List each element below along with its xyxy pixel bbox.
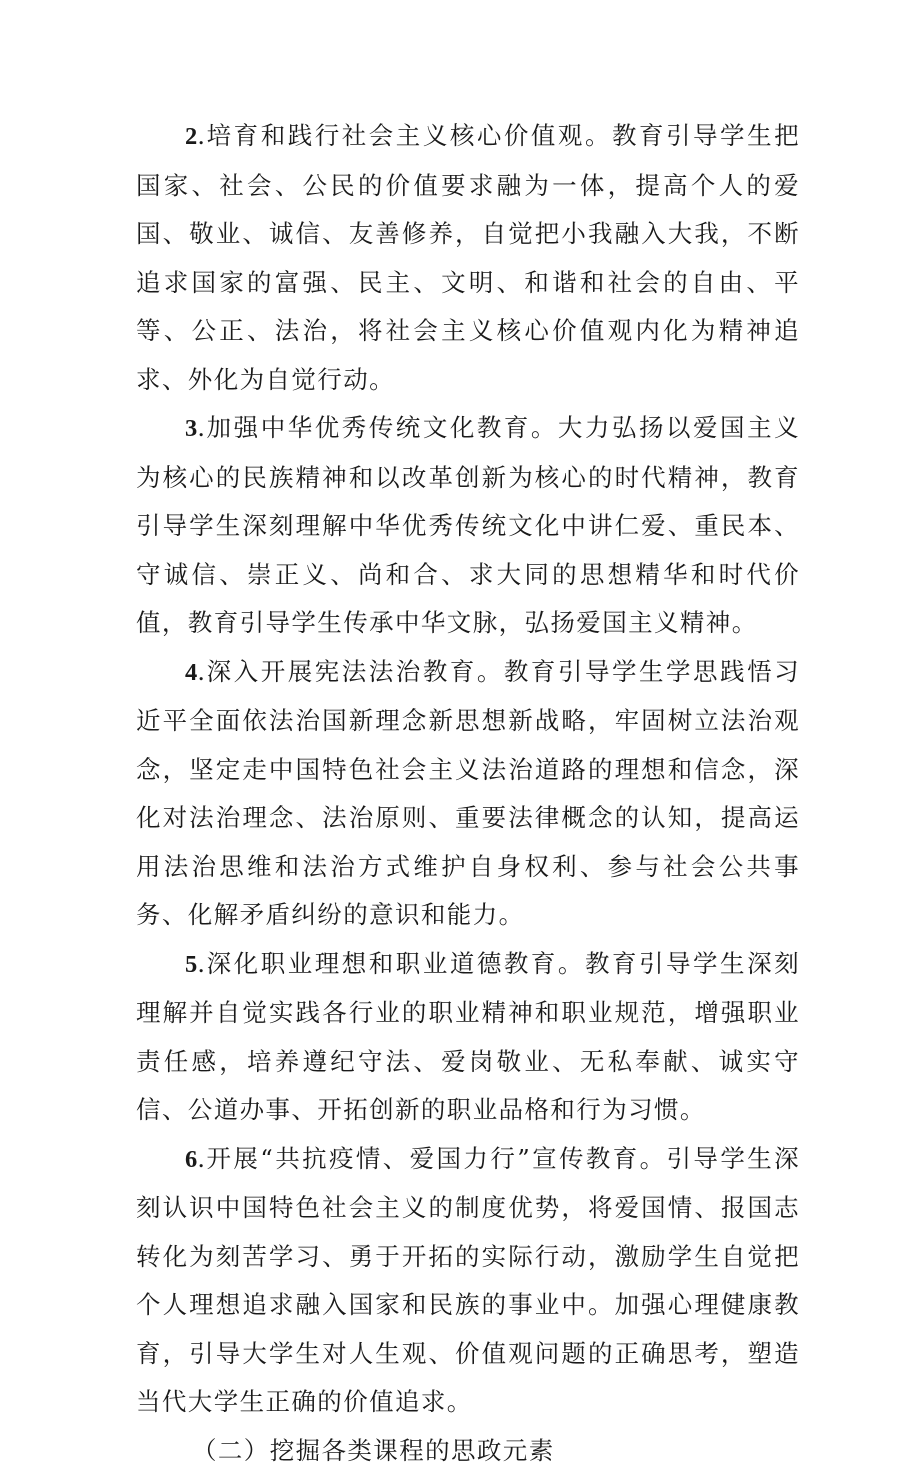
item-separator: . bbox=[197, 1144, 205, 1173]
paragraph-text: 培育和践行社会主义核心价值观。教育引导学生把国家、社会、公民的价值要求融为一体，提高个人的爱国、敬业、诚信、友善修养，自觉把小我融入大我，不断追求国家的富强、民主、文明、和谐和社会的自由、平等、公正、法治，将社会主义核心价值观内化为精神追求、外化为自觉行动。 bbox=[136, 121, 800, 394]
item-number: 3 bbox=[185, 415, 197, 442]
item-number: 6 bbox=[185, 1146, 197, 1173]
item-separator: . bbox=[197, 657, 205, 686]
paragraph-item-6 bbox=[136, 1135, 800, 1427]
paragraph-item-4 bbox=[136, 648, 800, 940]
item-number: 4 bbox=[185, 659, 197, 686]
paragraph-text: 深化职业理想和职业道德教育。教育引导学生深刻理解并自觉实践各行业的职业精神和职业规范，增强职业责任感，培养遵纪守法、爱岗敬业、无私奉献、诚实守信、公道办事、开拓创新的职业品格和行为习惯。 bbox=[136, 949, 800, 1125]
item-number: 5 bbox=[185, 951, 197, 978]
item-separator: . bbox=[197, 949, 205, 978]
paragraph-text: 加强中华优秀传统文化教育。大力弘扬以爱国主义为核心的民族精神和以改革创新为核心的时代精神，教育引导学生深刻理解中华优秀传统文化中讲仁爱、重民本、守诚信、崇正义、尚和合、求大同的思想精华和时代价值，教育引导学生传承中华文脉，弘扬爱国主义精神。 bbox=[136, 413, 800, 637]
paragraph-item-2 bbox=[136, 112, 800, 404]
paragraph-text: 开展“共抗疫情、爱国力行”宣传教育。引导学生深刻认识中国特色社会主义的制度优势，将爱国情、报国志转化为刻苦学习、勇于开拓的实际行动，激励学生自觉把个人理想追求融入国家和民族的事业中。加强心理健康教育，引导大学生对人生观、价值观问题的正确思考，塑造当代大学生正确的价值追求。 bbox=[136, 1144, 800, 1417]
item-separator: . bbox=[197, 413, 205, 442]
document-body bbox=[136, 112, 800, 1475]
paragraph-item-3 bbox=[136, 404, 800, 648]
item-separator: . bbox=[197, 121, 205, 150]
paragraph-item-5 bbox=[136, 940, 800, 1135]
paragraph-text: 深入开展宪法法治教育。教育引导学生学思践悟习近平全面依法治国新理念新思想新战略，牢固树立法治观念，坚定走中国特色社会主义法治道路的理想和信念，深化对法治理念、法治原则、重要法律概念的认知，提高运用法治思维和法治方式维护自身权利、参与社会公共事务、化解矛盾纠纷的意识和能力。 bbox=[136, 657, 800, 930]
section-heading: （二）挖掘各类课程的思政元素 bbox=[136, 1427, 800, 1475]
item-number: 2 bbox=[185, 123, 197, 150]
